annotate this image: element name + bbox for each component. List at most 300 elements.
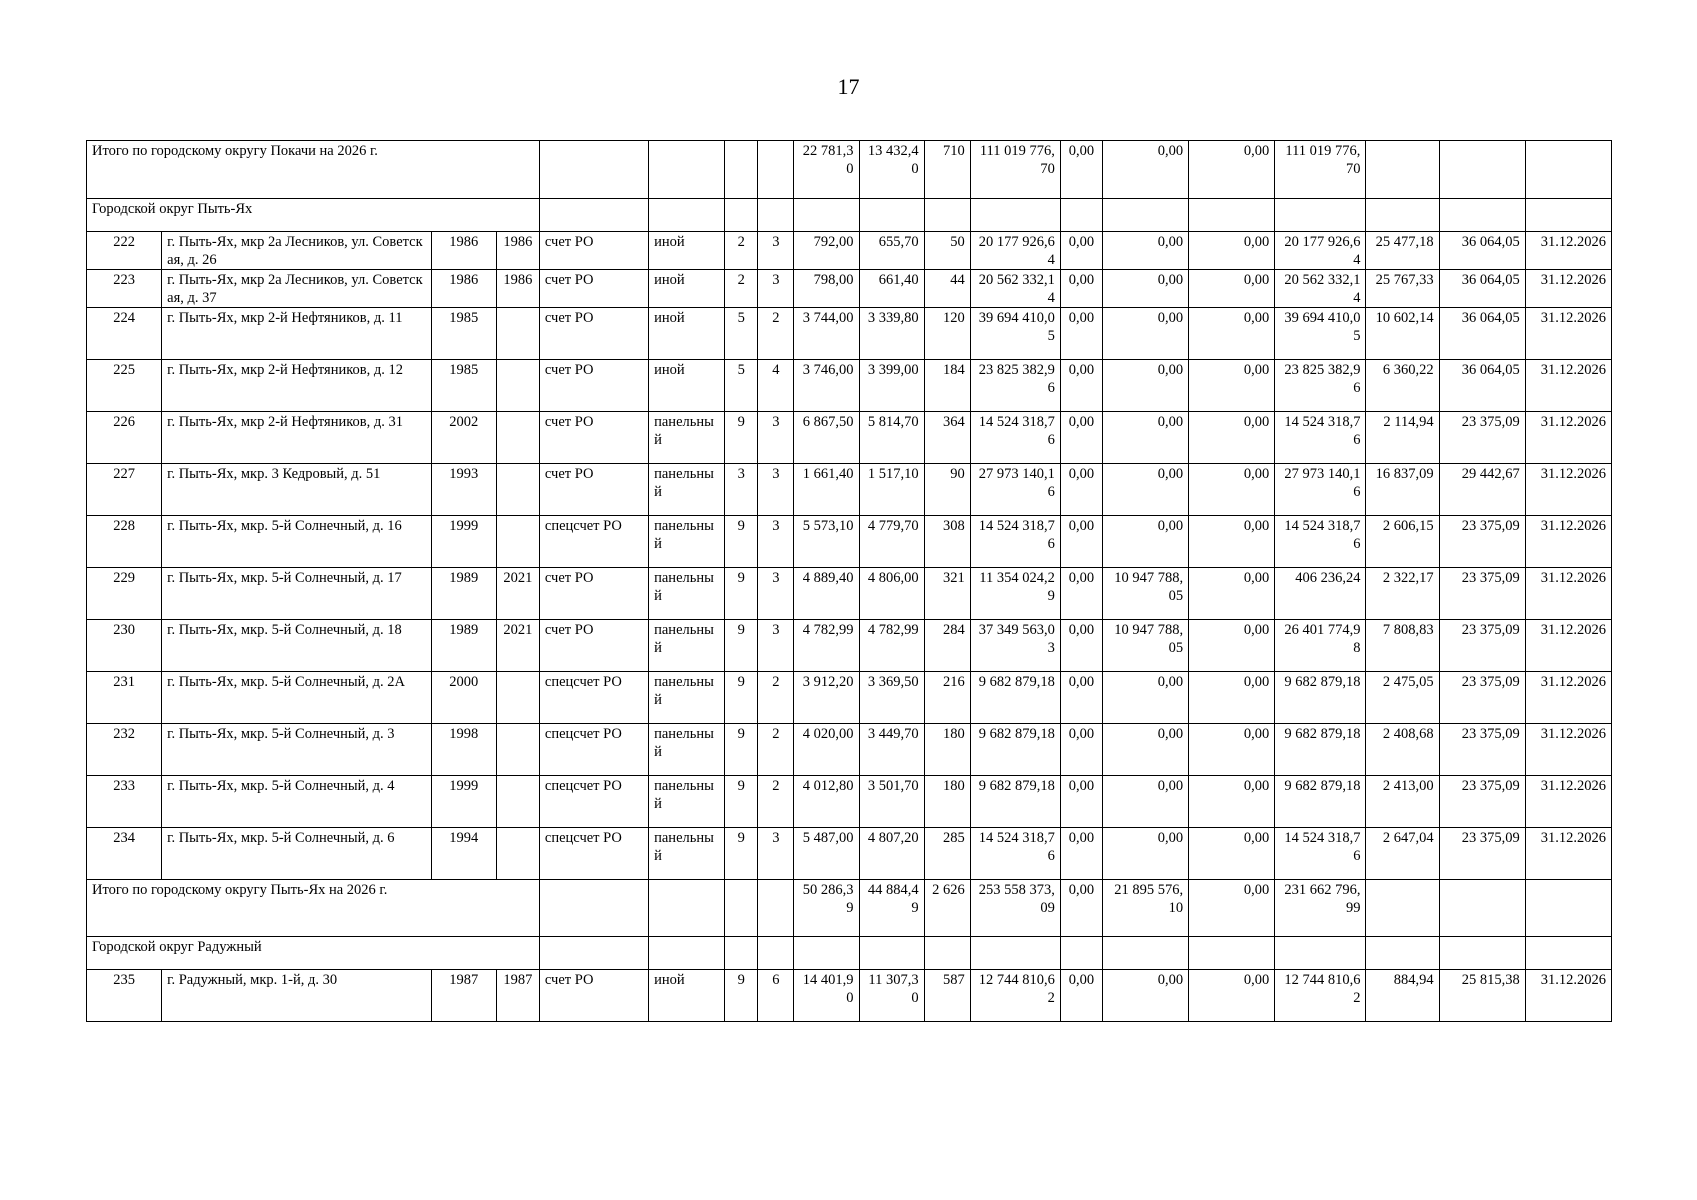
row-residents: 364 [924, 412, 970, 464]
section-title: Городской округ Пыть-Ях [87, 199, 540, 232]
row-entrances: 3 [758, 464, 794, 516]
row-cost-limit: 23 375,09 [1439, 724, 1525, 776]
row-area-living: 3 449,70 [859, 724, 924, 776]
row-entrances: 3 [758, 516, 794, 568]
row-floors: 3 [725, 464, 758, 516]
row-address: г. Пыть-Ях, мкр 2-й Нефтяников, д. 31 [162, 412, 432, 464]
row-floors: 9 [725, 672, 758, 724]
row-cost-limit: 23 375,09 [1439, 412, 1525, 464]
row-cost-limit: 36 064,05 [1439, 308, 1525, 360]
row-fund-owners: 26 401 774,98 [1275, 620, 1366, 672]
row-wall-material: иной [649, 360, 725, 412]
row-cost-total: 39 694 410,05 [970, 308, 1060, 360]
row-fund-fgk: 0,00 [1060, 516, 1102, 568]
table-row [87, 308, 1612, 360]
row-year-built: 1987 [431, 970, 496, 1022]
row-completion-date: 31.12.2026 [1525, 568, 1611, 620]
summary-date [1525, 880, 1611, 937]
row-address: г. Пыть-Ях, мкр 2-й Нефтяников, д. 12 [162, 360, 432, 412]
row-fund-budget: 0,00 [1102, 308, 1188, 360]
row-year-built: 1985 [431, 308, 496, 360]
row-address: г. Пыть-Ях, мкр. 3 Кедровый, д. 51 [162, 464, 432, 516]
row-cost-total: 9 682 879,18 [970, 776, 1060, 828]
table-row [87, 270, 1612, 308]
row-residents: 120 [924, 308, 970, 360]
row-number: 232 [87, 724, 162, 776]
row-area-living: 3 369,50 [859, 672, 924, 724]
summary-row-pokachi [87, 141, 1612, 199]
row-completion-date: 31.12.2026 [1525, 828, 1611, 880]
summary-fund-budget: 0,00 [1102, 141, 1188, 199]
row-fund-municipal: 0,00 [1189, 360, 1275, 412]
row-year-repair [496, 724, 539, 776]
row-wall-material: панельный [649, 412, 725, 464]
row-address: г. Радужный, мкр. 1-й, д. 30 [162, 970, 432, 1022]
page-number: 17 [837, 74, 860, 99]
section-title: Городской округ Радужный [87, 937, 540, 970]
row-address: г. Пыть-Ях, мкр. 5-й Солнечный, д. 6 [162, 828, 432, 880]
row-floors: 9 [725, 568, 758, 620]
row-area-total: 4 782,99 [794, 620, 859, 672]
row-number: 227 [87, 464, 162, 516]
row-year-repair [496, 828, 539, 880]
row-residents: 50 [924, 232, 970, 270]
row-year-repair: 2021 [496, 568, 539, 620]
summary-fund-fgk: 0,00 [1060, 880, 1102, 937]
section-row-pyt-yakh [87, 199, 1612, 232]
row-cost-unit: 884,94 [1366, 970, 1439, 1022]
row-area-total: 792,00 [794, 232, 859, 270]
table-body [87, 141, 1612, 1022]
row-wall-material: иной [649, 308, 725, 360]
summary-area-living: 44 884,49 [859, 880, 924, 937]
row-fund-method: счет РО [539, 464, 648, 516]
row-floors: 5 [725, 308, 758, 360]
summary-row-pyt-yakh [87, 880, 1612, 937]
row-address: г. Пыть-Ях, мкр 2-й Нефтяников, д. 11 [162, 308, 432, 360]
row-wall-material: панельный [649, 620, 725, 672]
summary-label: Итого по городскому округу Пыть-Ях на 2026 г. [87, 880, 540, 937]
row-area-total: 4 012,80 [794, 776, 859, 828]
row-fund-fgk: 0,00 [1060, 232, 1102, 270]
row-cost-limit: 36 064,05 [1439, 270, 1525, 308]
row-entrances: 3 [758, 270, 794, 308]
summary-cell [539, 880, 648, 937]
row-area-living: 11 307,30 [859, 970, 924, 1022]
row-wall-material: панельный [649, 672, 725, 724]
row-year-built: 1999 [431, 776, 496, 828]
row-cost-unit: 16 837,09 [1366, 464, 1439, 516]
row-fund-municipal: 0,00 [1189, 308, 1275, 360]
row-cost-unit: 2 413,00 [1366, 776, 1439, 828]
row-area-living: 4 807,20 [859, 828, 924, 880]
row-cost-limit: 23 375,09 [1439, 672, 1525, 724]
summary-fund-municipal: 0,00 [1189, 141, 1275, 199]
row-entrances: 3 [758, 412, 794, 464]
section-row-raduzhny [87, 937, 1612, 970]
row-cost-unit: 2 647,04 [1366, 828, 1439, 880]
row-fund-budget: 0,00 [1102, 270, 1188, 308]
row-floors: 9 [725, 412, 758, 464]
table-row [87, 516, 1612, 568]
row-fund-budget: 10 947 788,05 [1102, 620, 1188, 672]
row-number: 222 [87, 232, 162, 270]
row-cost-unit: 2 606,15 [1366, 516, 1439, 568]
row-cost-unit: 10 602,14 [1366, 308, 1439, 360]
row-residents: 216 [924, 672, 970, 724]
row-completion-date: 31.12.2026 [1525, 464, 1611, 516]
row-year-repair [496, 776, 539, 828]
row-cost-limit: 29 442,67 [1439, 464, 1525, 516]
row-cost-unit: 25 767,33 [1366, 270, 1439, 308]
row-entrances: 6 [758, 970, 794, 1022]
table-row [87, 970, 1612, 1022]
row-address: г. Пыть-Ях, мкр. 5-й Солнечный, д. 17 [162, 568, 432, 620]
row-address: г. Пыть-Ях, мкр. 5-й Солнечный, д. 18 [162, 620, 432, 672]
row-fund-method: счет РО [539, 360, 648, 412]
row-year-built: 1985 [431, 360, 496, 412]
row-fund-owners: 14 524 318,76 [1275, 516, 1366, 568]
row-fund-fgk: 0,00 [1060, 360, 1102, 412]
row-fund-municipal: 0,00 [1189, 724, 1275, 776]
row-entrances: 3 [758, 828, 794, 880]
row-fund-method: спецсчет РО [539, 828, 648, 880]
row-entrances: 3 [758, 620, 794, 672]
row-number: 225 [87, 360, 162, 412]
repair-program-table [86, 140, 1612, 1022]
summary-cell [725, 141, 758, 199]
summary-cell [649, 880, 725, 937]
row-fund-municipal: 0,00 [1189, 464, 1275, 516]
row-cost-unit: 2 322,17 [1366, 568, 1439, 620]
row-fund-fgk: 0,00 [1060, 970, 1102, 1022]
row-wall-material: панельный [649, 516, 725, 568]
summary-area-total: 22 781,30 [794, 141, 859, 199]
row-fund-budget: 0,00 [1102, 724, 1188, 776]
row-fund-method: спецсчет РО [539, 724, 648, 776]
summary-fund-municipal: 0,00 [1189, 880, 1275, 937]
row-fund-method: счет РО [539, 232, 648, 270]
row-area-total: 4 020,00 [794, 724, 859, 776]
row-fund-fgk: 0,00 [1060, 308, 1102, 360]
row-number: 226 [87, 412, 162, 464]
row-year-built: 1993 [431, 464, 496, 516]
row-number: 234 [87, 828, 162, 880]
row-cost-total: 14 524 318,76 [970, 412, 1060, 464]
row-year-repair: 2021 [496, 620, 539, 672]
row-year-repair: 1986 [496, 232, 539, 270]
row-completion-date: 31.12.2026 [1525, 776, 1611, 828]
row-residents: 321 [924, 568, 970, 620]
row-cost-total: 14 524 318,76 [970, 828, 1060, 880]
summary-cell [758, 141, 794, 199]
row-area-living: 4 779,70 [859, 516, 924, 568]
row-fund-municipal: 0,00 [1189, 232, 1275, 270]
row-floors: 9 [725, 828, 758, 880]
row-area-total: 3 746,00 [794, 360, 859, 412]
summary-residents: 2 626 [924, 880, 970, 937]
row-year-built: 1994 [431, 828, 496, 880]
row-cost-unit: 2 408,68 [1366, 724, 1439, 776]
row-cost-limit: 25 815,38 [1439, 970, 1525, 1022]
row-wall-material: панельный [649, 464, 725, 516]
row-fund-fgk: 0,00 [1060, 724, 1102, 776]
row-wall-material: панельный [649, 568, 725, 620]
row-residents: 285 [924, 828, 970, 880]
row-cost-total: 9 682 879,18 [970, 672, 1060, 724]
row-fund-method: счет РО [539, 270, 648, 308]
summary-label: Итого по городскому округу Покачи на 2026 г. [87, 141, 540, 199]
row-fund-owners: 20 562 332,14 [1275, 270, 1366, 308]
row-fund-budget: 0,00 [1102, 360, 1188, 412]
row-year-repair [496, 412, 539, 464]
summary-cost-unit [1366, 880, 1439, 937]
row-fund-owners: 9 682 879,18 [1275, 776, 1366, 828]
row-cost-total: 14 524 318,76 [970, 516, 1060, 568]
row-residents: 284 [924, 620, 970, 672]
row-number: 235 [87, 970, 162, 1022]
row-area-living: 655,70 [859, 232, 924, 270]
summary-cell [649, 141, 725, 199]
row-fund-fgk: 0,00 [1060, 620, 1102, 672]
row-cost-total: 20 177 926,64 [970, 232, 1060, 270]
row-fund-owners: 27 973 140,16 [1275, 464, 1366, 516]
row-cost-limit: 23 375,09 [1439, 828, 1525, 880]
row-area-living: 4 806,00 [859, 568, 924, 620]
row-fund-municipal: 0,00 [1189, 270, 1275, 308]
row-fund-fgk: 0,00 [1060, 776, 1102, 828]
row-entrances: 3 [758, 232, 794, 270]
row-entrances: 3 [758, 568, 794, 620]
table-row [87, 672, 1612, 724]
summary-area-living: 13 432,40 [859, 141, 924, 199]
row-fund-fgk: 0,00 [1060, 412, 1102, 464]
row-floors: 2 [725, 270, 758, 308]
row-fund-budget: 0,00 [1102, 412, 1188, 464]
row-floors: 9 [725, 620, 758, 672]
row-floors: 5 [725, 360, 758, 412]
row-cost-limit: 23 375,09 [1439, 516, 1525, 568]
row-area-living: 3 399,00 [859, 360, 924, 412]
row-fund-owners: 14 524 318,76 [1275, 412, 1366, 464]
row-fund-municipal: 0,00 [1189, 828, 1275, 880]
summary-cell [539, 141, 648, 199]
row-fund-owners: 39 694 410,05 [1275, 308, 1366, 360]
row-cost-total: 20 562 332,14 [970, 270, 1060, 308]
summary-fund-budget: 21 895 576,10 [1102, 880, 1188, 937]
row-area-living: 4 782,99 [859, 620, 924, 672]
summary-cell [725, 880, 758, 937]
row-cost-limit: 36 064,05 [1439, 360, 1525, 412]
row-wall-material: панельный [649, 828, 725, 880]
row-year-repair: 1987 [496, 970, 539, 1022]
row-area-living: 1 517,10 [859, 464, 924, 516]
row-year-built: 1989 [431, 620, 496, 672]
row-completion-date: 31.12.2026 [1525, 360, 1611, 412]
table-row [87, 464, 1612, 516]
row-fund-method: счет РО [539, 568, 648, 620]
row-completion-date: 31.12.2026 [1525, 308, 1611, 360]
row-fund-fgk: 0,00 [1060, 828, 1102, 880]
summary-cost-unit [1366, 141, 1439, 199]
summary-date [1525, 141, 1611, 199]
row-fund-method: спецсчет РО [539, 516, 648, 568]
row-fund-fgk: 0,00 [1060, 464, 1102, 516]
row-wall-material: иной [649, 232, 725, 270]
row-cost-total: 11 354 024,29 [970, 568, 1060, 620]
row-floors: 9 [725, 776, 758, 828]
row-fund-owners: 9 682 879,18 [1275, 672, 1366, 724]
row-area-living: 5 814,70 [859, 412, 924, 464]
row-area-living: 661,40 [859, 270, 924, 308]
summary-fund-owners: 111 019 776,70 [1275, 141, 1366, 199]
row-number: 233 [87, 776, 162, 828]
row-completion-date: 31.12.2026 [1525, 270, 1611, 308]
row-residents: 308 [924, 516, 970, 568]
row-number: 224 [87, 308, 162, 360]
summary-cost-total: 253 558 373,09 [970, 880, 1060, 937]
row-entrances: 2 [758, 308, 794, 360]
row-number: 228 [87, 516, 162, 568]
row-wall-material: панельный [649, 724, 725, 776]
row-number: 230 [87, 620, 162, 672]
row-floors: 9 [725, 516, 758, 568]
summary-residents: 710 [924, 141, 970, 199]
row-completion-date: 31.12.2026 [1525, 620, 1611, 672]
row-address: г. Пыть-Ях, мкр. 5-й Солнечный, д. 2А [162, 672, 432, 724]
row-year-built: 2002 [431, 412, 496, 464]
row-residents: 587 [924, 970, 970, 1022]
row-year-repair [496, 672, 539, 724]
summary-fund-fgk: 0,00 [1060, 141, 1102, 199]
row-fund-owners: 406 236,24 [1275, 568, 1366, 620]
row-completion-date: 31.12.2026 [1525, 412, 1611, 464]
row-fund-method: счет РО [539, 308, 648, 360]
row-year-built: 1986 [431, 270, 496, 308]
row-area-living: 3 339,80 [859, 308, 924, 360]
row-year-repair: 1986 [496, 270, 539, 308]
row-area-living: 3 501,70 [859, 776, 924, 828]
row-fund-budget: 0,00 [1102, 828, 1188, 880]
row-cost-total: 37 349 563,03 [970, 620, 1060, 672]
row-cost-total: 12 744 810,62 [970, 970, 1060, 1022]
row-year-built: 1998 [431, 724, 496, 776]
row-floors: 2 [725, 232, 758, 270]
row-entrances: 4 [758, 360, 794, 412]
row-fund-method: спецсчет РО [539, 672, 648, 724]
row-area-total: 798,00 [794, 270, 859, 308]
row-floors: 9 [725, 970, 758, 1022]
summary-cost-limit [1439, 141, 1525, 199]
table-row [87, 776, 1612, 828]
row-year-built: 1999 [431, 516, 496, 568]
row-cost-unit: 6 360,22 [1366, 360, 1439, 412]
table-row [87, 828, 1612, 880]
row-fund-owners: 14 524 318,76 [1275, 828, 1366, 880]
row-cost-total: 9 682 879,18 [970, 724, 1060, 776]
table-row [87, 360, 1612, 412]
table-row [87, 724, 1612, 776]
row-cost-limit: 23 375,09 [1439, 776, 1525, 828]
row-address: г. Пыть-Ях, мкр. 5-й Солнечный, д. 4 [162, 776, 432, 828]
row-fund-method: спецсчет РО [539, 776, 648, 828]
row-residents: 90 [924, 464, 970, 516]
row-cost-total: 23 825 382,96 [970, 360, 1060, 412]
row-fund-owners: 20 177 926,64 [1275, 232, 1366, 270]
row-area-total: 1 661,40 [794, 464, 859, 516]
row-cost-limit: 23 375,09 [1439, 568, 1525, 620]
row-residents: 180 [924, 724, 970, 776]
row-area-total: 3 744,00 [794, 308, 859, 360]
row-fund-fgk: 0,00 [1060, 568, 1102, 620]
row-cost-unit: 2 114,94 [1366, 412, 1439, 464]
row-fund-budget: 0,00 [1102, 464, 1188, 516]
row-area-total: 5 573,10 [794, 516, 859, 568]
row-wall-material: иной [649, 270, 725, 308]
table-row [87, 232, 1612, 270]
row-year-built: 1986 [431, 232, 496, 270]
row-area-total: 6 867,50 [794, 412, 859, 464]
row-floors: 9 [725, 724, 758, 776]
row-residents: 184 [924, 360, 970, 412]
row-address: г. Пыть-Ях, мкр. 5-й Солнечный, д. 3 [162, 724, 432, 776]
row-fund-owners: 9 682 879,18 [1275, 724, 1366, 776]
row-fund-fgk: 0,00 [1060, 270, 1102, 308]
row-area-total: 3 912,20 [794, 672, 859, 724]
row-wall-material: панельный [649, 776, 725, 828]
row-fund-budget: 0,00 [1102, 672, 1188, 724]
row-fund-municipal: 0,00 [1189, 776, 1275, 828]
row-fund-method: счет РО [539, 412, 648, 464]
row-address: г. Пыть-Ях, мкр 2а Лесников, ул. Советская, д. 26 [162, 232, 432, 270]
summary-cell [758, 880, 794, 937]
row-fund-owners: 12 744 810,62 [1275, 970, 1366, 1022]
row-entrances: 2 [758, 776, 794, 828]
row-number: 223 [87, 270, 162, 308]
row-address: г. Пыть-Ях, мкр. 5-й Солнечный, д. 16 [162, 516, 432, 568]
row-fund-municipal: 0,00 [1189, 970, 1275, 1022]
row-cost-unit: 2 475,05 [1366, 672, 1439, 724]
row-number: 231 [87, 672, 162, 724]
row-completion-date: 31.12.2026 [1525, 724, 1611, 776]
summary-fund-owners: 231 662 796,99 [1275, 880, 1366, 937]
row-fund-fgk: 0,00 [1060, 672, 1102, 724]
row-fund-budget: 10 947 788,05 [1102, 568, 1188, 620]
row-wall-material: иной [649, 970, 725, 1022]
row-year-built: 1989 [431, 568, 496, 620]
row-fund-municipal: 0,00 [1189, 620, 1275, 672]
row-completion-date: 31.12.2026 [1525, 970, 1611, 1022]
row-fund-municipal: 0,00 [1189, 568, 1275, 620]
row-fund-budget: 0,00 [1102, 970, 1188, 1022]
row-entrances: 2 [758, 724, 794, 776]
row-cost-unit: 25 477,18 [1366, 232, 1439, 270]
row-year-repair [496, 516, 539, 568]
row-completion-date: 31.12.2026 [1525, 672, 1611, 724]
row-cost-limit: 36 064,05 [1439, 232, 1525, 270]
summary-area-total: 50 286,39 [794, 880, 859, 937]
row-fund-budget: 0,00 [1102, 776, 1188, 828]
row-year-repair [496, 360, 539, 412]
row-fund-method: счет РО [539, 970, 648, 1022]
row-residents: 44 [924, 270, 970, 308]
row-year-repair [496, 464, 539, 516]
table-row [87, 568, 1612, 620]
row-year-repair [496, 308, 539, 360]
row-fund-method: счет РО [539, 620, 648, 672]
row-entrances: 2 [758, 672, 794, 724]
summary-cost-limit [1439, 880, 1525, 937]
